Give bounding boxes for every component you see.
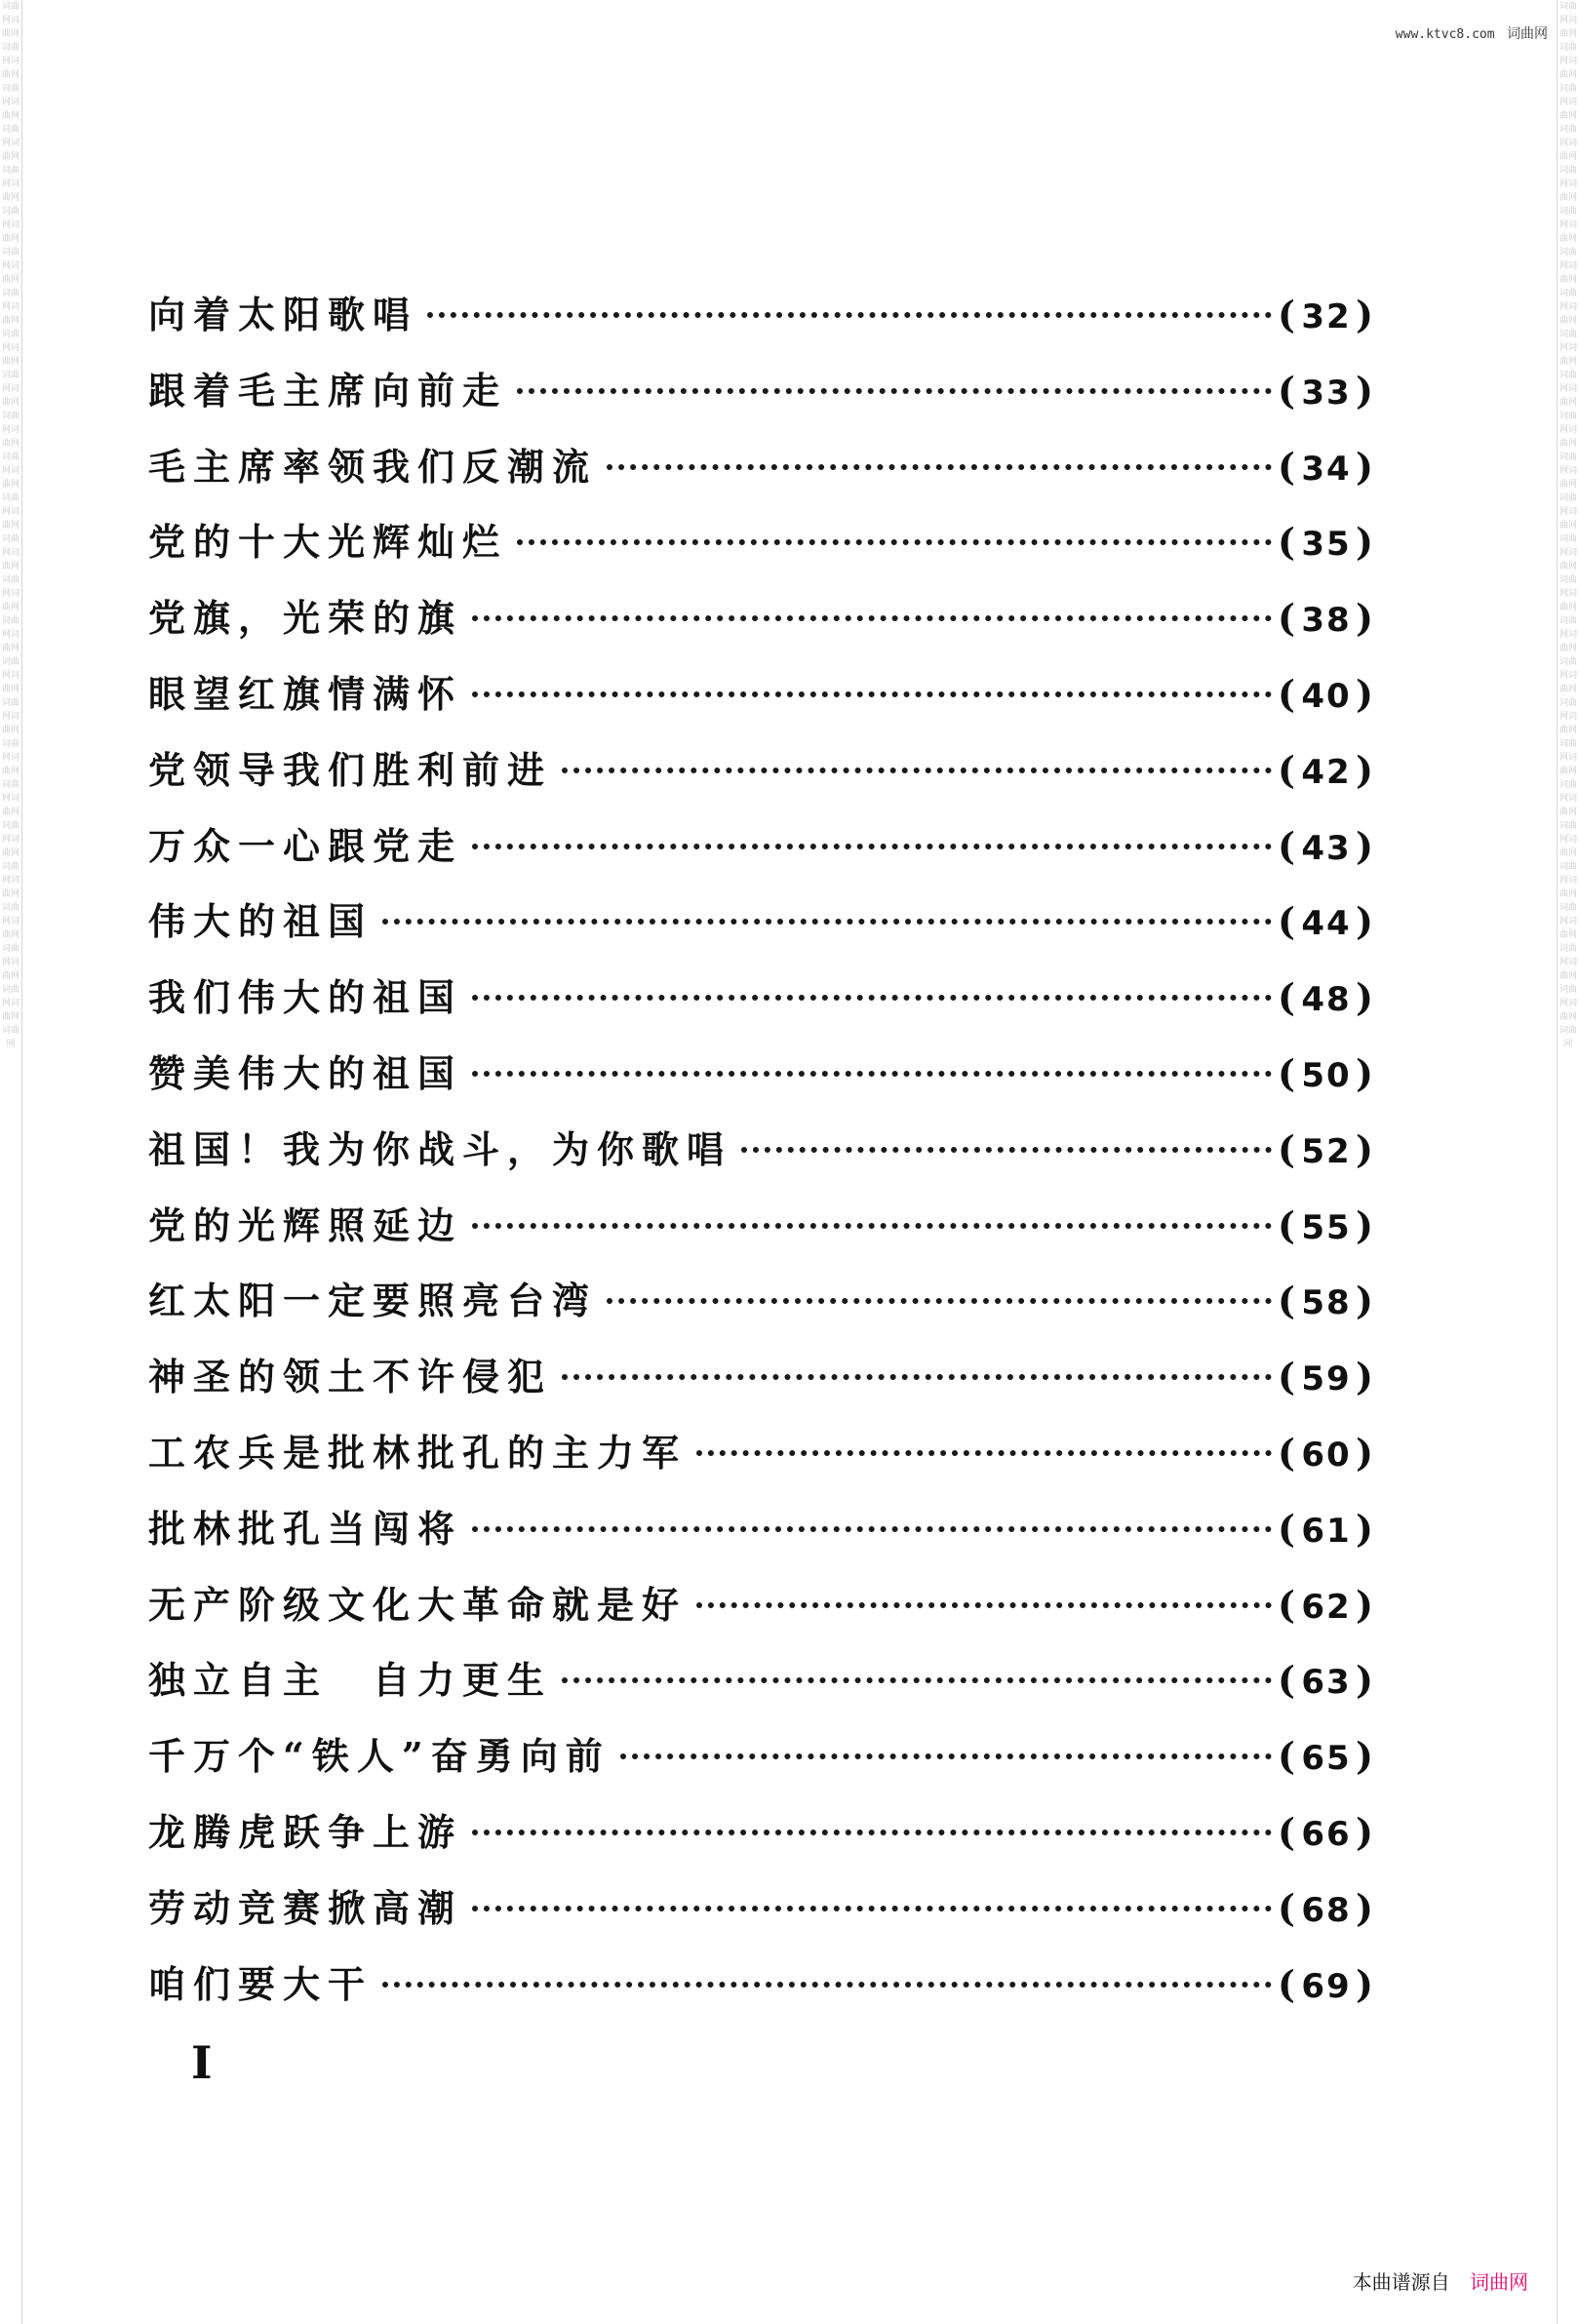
dot-leader <box>472 615 1272 621</box>
open-paren: ( <box>1278 1961 1298 2006</box>
close-paren: ) <box>1356 293 1375 336</box>
open-paren: ( <box>1278 899 1298 944</box>
toc-entry-page-number: 38 <box>1301 601 1352 641</box>
site-header <box>1396 23 1548 43</box>
toc-entry-page <box>1278 672 1375 716</box>
toc-entry-page <box>1278 824 1375 868</box>
toc-entry-page <box>1278 1734 1375 1778</box>
toc-entry <box>148 1802 1375 1878</box>
toc-entry-page-number: 50 <box>1301 1055 1352 1095</box>
dot-leader <box>427 312 1272 318</box>
open-paren: ( <box>1278 975 1298 1020</box>
toc-entry-title: 伟大的祖国 <box>148 899 374 944</box>
toc-entry-page-number: 66 <box>1301 1814 1352 1854</box>
dot-leader <box>607 464 1272 470</box>
dot-leader <box>382 1982 1272 1988</box>
toc-entry-page-number: 61 <box>1301 1511 1352 1551</box>
toc-entry <box>148 1423 1375 1499</box>
toc-entry <box>148 891 1375 967</box>
open-paren: ( <box>1278 1126 1298 1171</box>
toc-entry-page-number: 48 <box>1301 980 1352 1020</box>
toc-entry-title: 党的十大光辉灿烂 <box>148 520 508 565</box>
toc-entry-title: 党旗，光荣的旗 <box>148 596 463 641</box>
close-paren: ) <box>1356 747 1375 792</box>
toc-entry <box>148 1954 1375 2030</box>
open-paren: ( <box>1278 1658 1298 1703</box>
toc-entry-page <box>1278 1127 1375 1171</box>
page-number: I <box>191 2036 213 2089</box>
left-watermark-strip: 词曲网词曲网词曲网词曲网词曲网词曲网词曲网词曲网词曲网词曲网词曲网词曲网词曲网词曲网词曲网词曲网词曲网词曲网词曲网词曲网词曲网词曲网词曲网词曲网词曲网词曲网词曲网词曲网词曲网词曲网词曲网词曲网词曲网词曲网词曲网词曲网词曲网词曲网词曲网词曲网词曲网词曲网词曲网词曲网词曲网词曲网词曲网词曲网词曲网词曲网词曲网 <box>2 2 20 1049</box>
toc-entry <box>148 1347 1375 1423</box>
dot-leader <box>382 919 1272 925</box>
open-paren: ( <box>1278 1430 1298 1475</box>
toc-entry-page <box>1278 1203 1375 1247</box>
toc-entry-title: 红太阳一定要照亮台湾 <box>148 1279 598 1323</box>
toc-entry <box>148 1726 1375 1802</box>
toc-entry-page-number: 35 <box>1301 525 1352 565</box>
close-paren: ) <box>1356 671 1375 716</box>
close-paren: ) <box>1356 368 1375 413</box>
dot-leader <box>472 1526 1272 1532</box>
table-of-contents <box>148 285 1375 2029</box>
toc-entry <box>148 740 1375 816</box>
toc-entry <box>148 1044 1375 1120</box>
footer-source-text: 本曲谱源自 <box>1352 2270 1450 2294</box>
toc-entry-title: 跟着毛主席向前走 <box>148 368 508 413</box>
close-paren: ) <box>1356 1126 1375 1171</box>
dot-leader <box>472 995 1272 1001</box>
toc-entry <box>148 1499 1375 1575</box>
open-paren: ( <box>1278 596 1298 641</box>
open-paren: ( <box>1278 1809 1298 1854</box>
toc-entry-page-number: 68 <box>1301 1890 1352 1930</box>
close-paren: ) <box>1356 520 1375 565</box>
toc-entry <box>148 1575 1375 1651</box>
right-watermark-strip: 词曲网词曲网词曲网词曲网词曲网词曲网词曲网词曲网词曲网词曲网词曲网词曲网词曲网词曲网词曲网词曲网词曲网词曲网词曲网词曲网词曲网词曲网词曲网词曲网词曲网词曲网词曲网词曲网词曲网词曲网词曲网词曲网词曲网词曲网词曲网词曲网词曲网词曲网词曲网词曲网词曲网词曲网词曲网词曲网词曲网词曲网词曲网词曲网词曲网词曲网词曲网 <box>1559 2 1577 1049</box>
dot-leader <box>517 388 1272 394</box>
close-paren: ) <box>1356 1506 1375 1551</box>
toc-entry <box>148 816 1375 892</box>
site-name: 词曲网 <box>1507 26 1548 42</box>
toc-entry-page <box>1278 1507 1375 1551</box>
close-paren: ) <box>1356 1658 1375 1703</box>
toc-entry-page-number: 58 <box>1301 1283 1352 1323</box>
open-paren: ( <box>1278 368 1298 413</box>
toc-entry-title: 万众一心跟党走 <box>148 823 463 868</box>
toc-entry-page <box>1278 1051 1375 1095</box>
close-paren: ) <box>1356 1961 1375 2006</box>
toc-entry-title: 咱们要大干 <box>148 1961 374 2006</box>
toc-entry-title: 祖国！我为你战斗，为你歌唱 <box>148 1126 732 1171</box>
dot-leader <box>472 691 1272 697</box>
open-paren: ( <box>1278 1202 1298 1247</box>
toc-entry-page-number: 40 <box>1301 676 1352 716</box>
toc-entry <box>148 1196 1375 1272</box>
open-paren: ( <box>1278 1885 1298 1930</box>
toc-entry-title: 独立自主 自力更生 <box>148 1658 553 1703</box>
toc-entry-page <box>1278 899 1375 943</box>
toc-entry <box>148 664 1375 740</box>
dot-leader <box>562 1374 1272 1380</box>
open-paren: ( <box>1278 823 1298 868</box>
toc-entry-page-number: 62 <box>1301 1587 1352 1627</box>
toc-entry <box>148 1120 1375 1196</box>
toc-entry-title: 龙腾虎跃争上游 <box>148 1809 463 1854</box>
open-paren: ( <box>1278 1506 1298 1551</box>
dot-leader <box>620 1753 1272 1759</box>
toc-entry-title: 劳动竞赛掀高潮 <box>148 1885 463 1930</box>
toc-entry <box>148 588 1375 664</box>
toc-entry <box>148 437 1375 513</box>
toc-entry-page <box>1278 1279 1375 1322</box>
open-paren: ( <box>1278 1582 1298 1627</box>
open-paren: ( <box>1278 444 1298 489</box>
close-paren: ) <box>1356 1582 1375 1627</box>
toc-entry <box>148 512 1375 588</box>
toc-entry-page-number: 43 <box>1301 828 1352 868</box>
toc-entry-title: 毛主席率领我们反潮流 <box>148 444 598 489</box>
toc-entry-page-number: 44 <box>1301 904 1352 944</box>
toc-entry-page-number: 60 <box>1301 1435 1352 1475</box>
toc-entry-page-number: 34 <box>1301 449 1352 489</box>
dot-leader <box>472 1071 1272 1077</box>
open-paren: ( <box>1278 1050 1298 1095</box>
toc-entry-title: 我们伟大的祖国 <box>148 975 463 1020</box>
toc-entry-title: 千万个“铁人”奋勇向前 <box>148 1734 611 1779</box>
toc-entry <box>148 361 1375 437</box>
footer-brand-link[interactable]: 词曲网 <box>1470 2270 1528 2294</box>
toc-entry-page <box>1278 1810 1375 1854</box>
close-paren: ) <box>1356 596 1375 641</box>
toc-entry-page-number: 69 <box>1301 1966 1352 2006</box>
open-paren: ( <box>1278 1279 1298 1323</box>
toc-entry <box>148 1271 1375 1347</box>
dot-leader <box>472 1223 1272 1229</box>
site-footer <box>1353 2266 1528 2295</box>
close-paren: ) <box>1356 1050 1375 1095</box>
dot-leader <box>562 1677 1272 1683</box>
toc-entry-page <box>1278 975 1375 1019</box>
toc-entry-page <box>1278 445 1375 489</box>
dot-leader <box>696 1450 1272 1456</box>
dot-leader <box>562 768 1272 773</box>
toc-entry-page-number: 59 <box>1301 1359 1352 1399</box>
close-paren: ) <box>1356 1355 1375 1399</box>
toc-entry-page <box>1278 1886 1375 1930</box>
dot-leader <box>472 1830 1272 1835</box>
close-paren: ) <box>1356 444 1375 489</box>
toc-entry <box>148 1878 1375 1954</box>
toc-entry-page-number: 52 <box>1301 1131 1352 1171</box>
toc-entry-page-number: 55 <box>1301 1207 1352 1247</box>
close-paren: ) <box>1356 1809 1375 1854</box>
open-paren: ( <box>1278 1734 1298 1779</box>
dot-leader <box>607 1298 1272 1304</box>
toc-entry-page <box>1278 1583 1375 1627</box>
toc-entry-page <box>1278 1431 1375 1475</box>
toc-entry-page <box>1278 293 1375 336</box>
dot-leader <box>741 1147 1272 1153</box>
open-paren: ( <box>1278 671 1298 716</box>
toc-entry-title: 神圣的领土不许侵犯 <box>148 1355 553 1399</box>
open-paren: ( <box>1278 520 1298 565</box>
toc-entry-title: 赞美伟大的祖国 <box>148 1050 463 1095</box>
toc-entry-page-number: 63 <box>1301 1663 1352 1703</box>
close-paren: ) <box>1356 1202 1375 1247</box>
close-paren: ) <box>1356 899 1375 944</box>
close-paren: ) <box>1356 1734 1375 1779</box>
toc-entry <box>148 285 1375 361</box>
toc-entry-title: 眼望红旗情满怀 <box>148 671 463 716</box>
toc-entry-page-number: 33 <box>1301 373 1352 413</box>
toc-entry-page <box>1278 1962 1375 2006</box>
open-paren: ( <box>1278 293 1298 336</box>
toc-entry-page <box>1278 596 1375 640</box>
toc-entry-page-number: 32 <box>1301 297 1352 336</box>
toc-entry-title: 批林批孔当闯将 <box>148 1506 463 1551</box>
toc-entry-title: 向着太阳歌唱 <box>148 293 418 336</box>
dot-leader <box>472 844 1272 849</box>
toc-entry-page-number: 42 <box>1301 752 1352 792</box>
close-paren: ) <box>1356 1279 1375 1323</box>
toc-entry-title: 工农兵是批林批孔的主力军 <box>148 1430 688 1475</box>
left-page-edge <box>21 0 22 2324</box>
open-paren: ( <box>1278 747 1298 792</box>
toc-entry-page-number: 65 <box>1301 1739 1352 1779</box>
right-page-edge <box>1557 0 1558 2324</box>
toc-entry-page <box>1278 748 1375 792</box>
dot-leader <box>472 1906 1272 1911</box>
toc-entry <box>148 1650 1375 1726</box>
toc-entry-title: 无产阶级文化大革命就是好 <box>148 1582 688 1627</box>
dot-leader <box>517 539 1272 545</box>
toc-entry-page <box>1278 520 1375 564</box>
toc-entry-title: 党的光辉照延边 <box>148 1202 463 1247</box>
toc-entry <box>148 967 1375 1044</box>
toc-entry-page <box>1278 1658 1375 1702</box>
site-url[interactable]: www.ktvc8.com <box>1395 27 1495 42</box>
close-paren: ) <box>1356 1430 1375 1475</box>
close-paren: ) <box>1356 823 1375 868</box>
dot-leader <box>696 1602 1272 1608</box>
toc-entry-title: 党领导我们胜利前进 <box>148 747 553 792</box>
open-paren: ( <box>1278 1355 1298 1399</box>
toc-entry-page <box>1278 369 1375 413</box>
toc-entry-page <box>1278 1355 1375 1398</box>
close-paren: ) <box>1356 975 1375 1020</box>
close-paren: ) <box>1356 1885 1375 1930</box>
